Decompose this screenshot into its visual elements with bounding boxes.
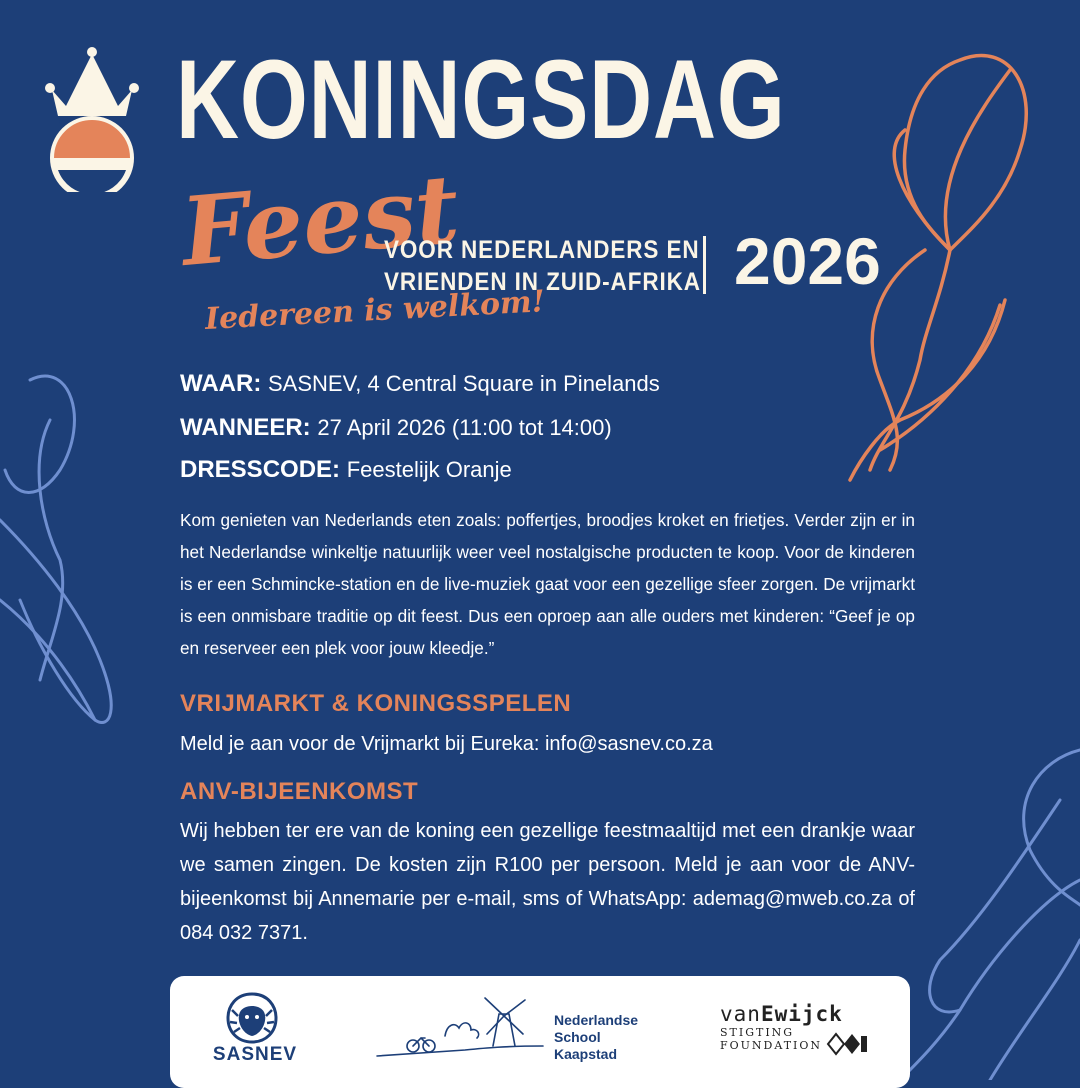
- anv-heading: ANV-BIJEENKOMST: [180, 778, 419, 805]
- sasnev-name: SASNEV: [212, 1044, 298, 1065]
- year: 2026: [734, 224, 881, 298]
- intro-paragraph: Kom genieten van Nederlands eten zoals: poffertjes, broodjes kroket en frietjes. Verder zijn er in het Nederlandse winkeltje natuurlijk weer veel nostalgische producten te koop. Voor de kinderen is er een Schmincke-station en de live-muziek gaat voor een gezellige sfeer zorgen. De vrijmarkt is een onmisbare traditie op dit feest. Dus een oproep aan alle ouders met kinderen: “Geef je op en reserveer een plek voor jouw kleedje.”: [180, 510, 915, 658]
- subtitle-line-1: VOOR NEDERLANDERS EN: [384, 236, 700, 264]
- where-value: SASNEV, 4 Central Square in Pinelands: [268, 371, 660, 396]
- anv-text: Wij hebben ter ere van de koning een gezellige feestmaaltijd met een drankje waar we samen zingen. De kosten zijn R100 per persoon. Meld je aan voor de ANV-bijeenkomst bij Annemarie per e-mail, sms of WhatsApp: ademag@mweb.co.za of 084 032 7371.: [180, 820, 915, 944]
- windmill-icon: [375, 994, 545, 1062]
- stigting-line-2: FOUNDATION: [720, 1039, 823, 1052]
- where-label: WAAR:: [180, 370, 262, 397]
- dresscode-value: Feestelijk Oranje: [346, 457, 512, 482]
- subtitle: [384, 234, 701, 298]
- sponsor-footer: [170, 976, 910, 1088]
- divider: [703, 236, 706, 294]
- when-value: 27 April 2026 (11:00 tot 14:00): [317, 415, 612, 440]
- school-name: [554, 1012, 638, 1063]
- vanewijck-small: van: [720, 1002, 761, 1026]
- school-line-1: Nederlandse: [554, 1012, 639, 1028]
- when-row: [180, 414, 920, 442]
- page-title: KONINGSDAG: [176, 37, 786, 162]
- vrijmarkt-text: Meld je aan voor de Vrijmarkt bij Eureka: info@sasnev.co.za: [180, 733, 713, 755]
- subtitle-line-2: VRIENDEN IN ZUID-AFRIKA: [384, 268, 701, 296]
- lion-icon: [222, 990, 282, 1046]
- stigting-text: [720, 1026, 822, 1052]
- vrijmarkt-heading: VRIJMARKT & KONINGSSPELEN: [180, 690, 572, 717]
- when-label: WANNEER:: [180, 414, 311, 441]
- where-row: [180, 370, 920, 398]
- school-line-2: School: [554, 1029, 601, 1045]
- blue-tulip-right: [900, 750, 1080, 1080]
- dresscode-label: DRESSCODE:: [180, 456, 341, 483]
- blue-tulip-left: [0, 376, 111, 722]
- foundation-mark-icon: [826, 1032, 868, 1056]
- school-line-3: Kaapstad: [554, 1046, 618, 1062]
- vanewijck-big: Ewijck: [760, 1002, 843, 1026]
- crown-icon: [44, 46, 140, 192]
- vanewijck-logo-text: [720, 1002, 843, 1026]
- dresscode-row: [180, 456, 920, 484]
- tagline: Iedereen is welkom!: [204, 284, 546, 337]
- stigting-line-1: STIGTING: [720, 1026, 795, 1039]
- feest-script-title: Feest: [177, 154, 464, 288]
